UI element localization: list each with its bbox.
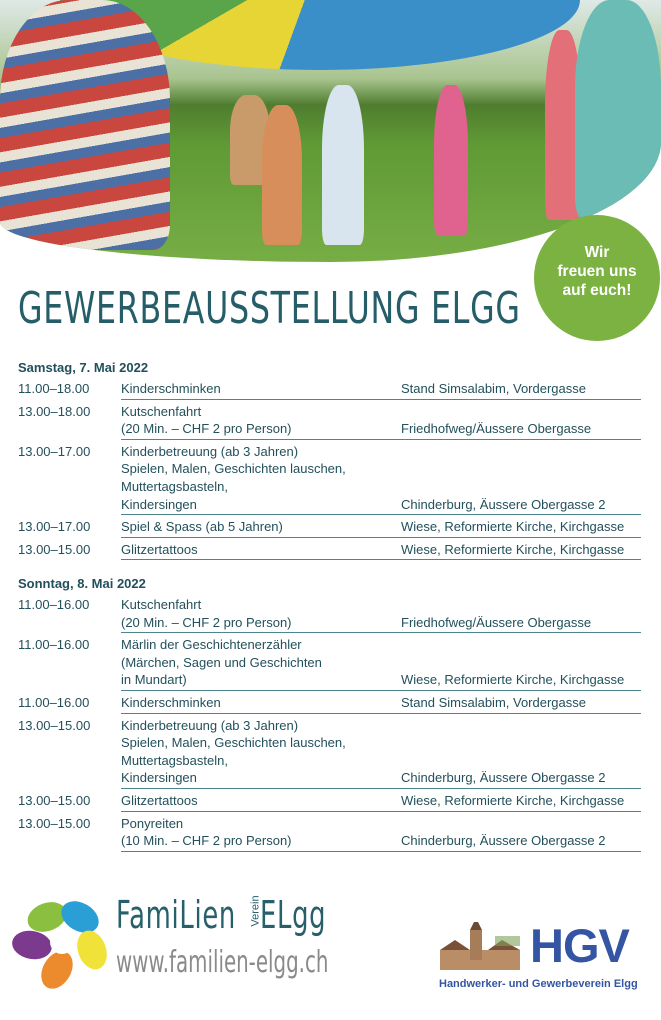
schedule-row (18, 717, 641, 792)
activity-line: Kinderschminken (121, 694, 221, 710)
familienverein-hands-logo (12, 895, 112, 990)
location: Friedhofweg/Äussere Obergasse (401, 421, 592, 437)
day-heading: Sonntag, 8. Mai 2022 (18, 576, 146, 591)
activity (121, 541, 401, 559)
time-range: 11.00–16.00 (18, 637, 90, 653)
activity-line: (20 Min. – CHF 2 pro Person) (121, 421, 292, 437)
page-title: GEWERBEAUSSTELLUNG ELGG (18, 283, 521, 334)
row-body (121, 443, 641, 515)
familienverein-name: FamiLien (116, 893, 236, 937)
activity-line: in Mundart) (121, 672, 187, 688)
row-body (121, 403, 641, 440)
schedule-row (18, 541, 641, 564)
badge-line: Wir (584, 243, 610, 261)
schedule-saturday (18, 359, 641, 563)
activity-line: (20 Min. – CHF 2 pro Person) (121, 614, 292, 630)
time-range: 13.00–18.00 (18, 403, 91, 419)
schedule-row (18, 403, 641, 443)
hero-photo (0, 0, 661, 262)
activity-line: (10 Min. – CHF 2 pro Person) (121, 833, 292, 849)
activity (121, 636, 401, 689)
time-range: 13.00–15.00 (18, 815, 91, 831)
activity-line: Kutschenfahrt (121, 597, 202, 612)
schedule-row (18, 380, 641, 403)
schedule-row (18, 792, 641, 815)
child-figure (434, 85, 468, 235)
location: Wiese, Reformierte Kirche, Kirchgasse (401, 541, 625, 557)
activity-line: Muttertagsbasteln, (121, 752, 228, 768)
activity (121, 792, 401, 810)
activity (121, 717, 401, 787)
activity (121, 443, 401, 513)
schedule-row (18, 518, 641, 541)
row-body (121, 717, 641, 789)
schedule-row (18, 636, 641, 694)
activity-line: Kinderschminken (121, 381, 221, 396)
activity-line: Märlin der Geschichtenerzähler (121, 637, 302, 653)
day-heading: Samstag, 7. Mai 2022 (18, 360, 149, 375)
hgv-subtitle: Handwerker- und Gewerbeverein Elgg (439, 978, 638, 990)
child-figure (262, 105, 302, 245)
town-illustration-icon (440, 922, 520, 970)
hands-icon (12, 895, 112, 990)
activity (121, 694, 401, 712)
activity-line: Kindersingen (121, 770, 197, 786)
location: Chinderburg, Äussere Obergasse 2 (401, 770, 606, 786)
row-body (121, 596, 641, 633)
hgv-logo: HGV (530, 919, 629, 972)
activity-line: Glitzertattoos (121, 792, 198, 808)
activity-line: Kinderbetreuung (ab 3 Jahren) (121, 443, 299, 459)
activity-line: Spielen, Malen, Geschichten lauschen, (121, 735, 346, 751)
child-figure (0, 0, 170, 250)
activity-line: Kinderbetreuung (ab 3 Jahren) (121, 717, 299, 733)
row-body (121, 541, 641, 561)
activity-line: Glitzertattoos (121, 541, 198, 557)
welcome-badge (534, 215, 660, 341)
schedule-row (18, 596, 641, 636)
activity-line: Spielen, Malen, Geschichten lauschen, (121, 461, 346, 477)
location: Stand Simsalabim, Vordergasse (401, 694, 586, 710)
schedule-row (18, 815, 641, 855)
familienverein-elgg: ELgg (260, 893, 327, 937)
activity (121, 596, 401, 631)
activity (121, 380, 401, 398)
activity-line: Spiel & Spass (ab 5 Jahren) (121, 519, 283, 535)
location: Wiese, Reformierte Kirche, Kirchgasse (401, 672, 625, 688)
familienverein-url[interactable]: www.familien-elgg.ch (116, 945, 329, 980)
time-range: 11.00–18.00 (18, 381, 90, 396)
time-range: 13.00–15.00 (18, 792, 91, 808)
badge-line: freuen uns (557, 262, 637, 280)
activity (121, 518, 401, 536)
location: Chinderburg, Äussere Obergasse 2 (401, 833, 606, 849)
schedule-sunday (18, 575, 641, 855)
location: Stand Simsalabim, Vordergasse (401, 381, 586, 396)
location: Wiese, Reformierte Kirche, Kirchgasse (401, 792, 625, 808)
row-body (121, 792, 641, 812)
activity (121, 403, 401, 438)
familienverein-verein: Verein (249, 895, 262, 927)
activity-line: Kindersingen (121, 496, 197, 512)
row-body (121, 636, 641, 691)
location: Wiese, Reformierte Kirche, Kirchgasse (401, 519, 625, 535)
time-range: 11.00–16.00 (18, 694, 90, 710)
row-body (121, 815, 641, 852)
row-body (121, 694, 641, 714)
location: Friedhofweg/Äussere Obergasse (401, 614, 592, 630)
activity-line: Ponyreiten (121, 815, 184, 831)
time-range: 13.00–17.00 (18, 443, 91, 459)
row-body (121, 518, 641, 538)
time-range: 13.00–17.00 (18, 519, 91, 535)
badge-line: auf euch! (562, 281, 632, 299)
activity-line: Kutschenfahrt (121, 403, 202, 419)
time-range: 13.00–15.00 (18, 541, 91, 557)
activity-line: Muttertagsbasteln, (121, 478, 228, 494)
time-range: 13.00–15.00 (18, 717, 91, 733)
activity (121, 815, 401, 850)
row-body (121, 380, 641, 400)
schedule-row (18, 694, 641, 717)
time-range: 11.00–16.00 (18, 597, 90, 612)
activity-line: (Märchen, Sagen und Geschichten (121, 654, 322, 670)
child-figure (575, 0, 661, 220)
location: Chinderburg, Äussere Obergasse 2 (401, 496, 606, 512)
child-figure (322, 85, 364, 245)
schedule-row (18, 443, 641, 518)
